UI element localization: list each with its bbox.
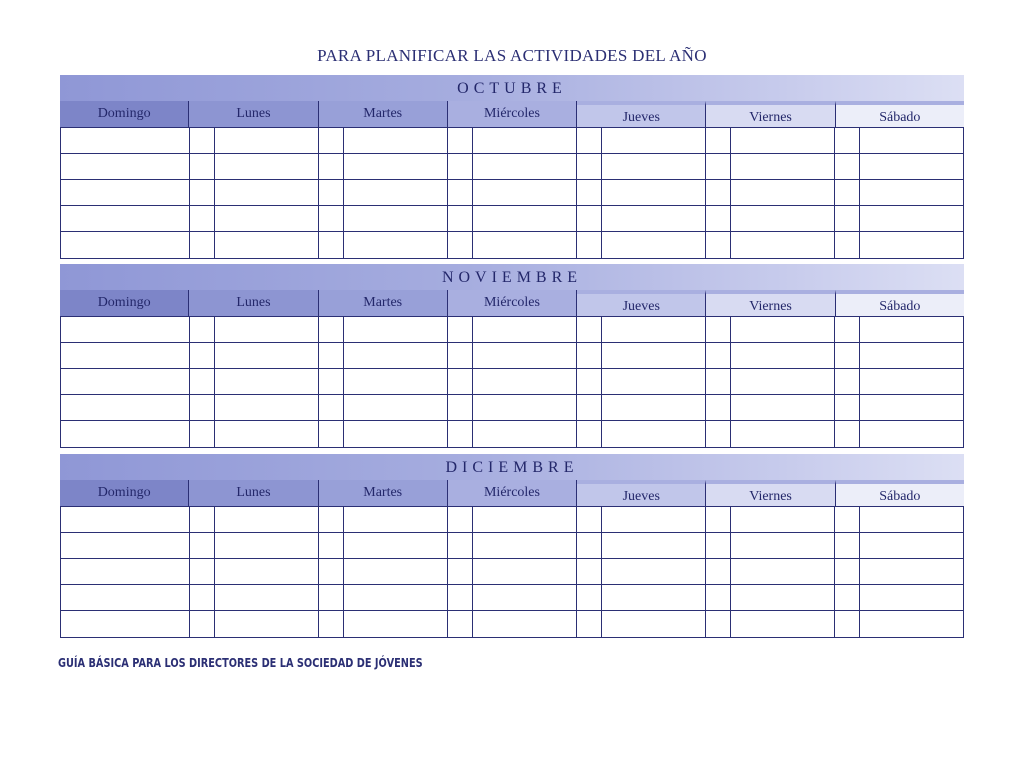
day-cell[interactable] [577,154,706,179]
day-cell[interactable] [61,343,190,368]
month-header: NOVIEMBRE [60,264,964,290]
day-cell[interactable] [61,206,190,231]
day-cell[interactable] [61,128,190,153]
week-row [61,154,963,180]
day-cell[interactable] [835,507,963,532]
day-cell[interactable] [448,232,577,258]
week-row [61,421,963,447]
day-cell[interactable] [706,180,835,205]
day-cell[interactable] [706,559,835,584]
day-cell[interactable] [61,317,190,342]
day-cell[interactable] [448,421,577,447]
day-cell[interactable] [448,369,577,394]
month-section-diciembre [60,454,964,638]
weekday-viernes: Viernes [706,290,835,316]
week-row [61,232,963,258]
day-cell[interactable] [448,533,577,558]
day-cell[interactable] [706,585,835,610]
month-header: OCTUBRE [60,75,964,101]
day-cell[interactable] [190,611,319,637]
weekday-miercoles: Miércoles [448,290,577,316]
week-row [61,180,963,206]
day-cell[interactable] [190,507,319,532]
day-cell[interactable] [190,154,319,179]
day-cell[interactable] [448,154,577,179]
week-row [61,206,963,232]
day-cell[interactable] [448,343,577,368]
day-cell[interactable] [706,395,835,420]
day-cell[interactable] [61,585,190,610]
day-cell[interactable] [190,395,319,420]
weekday-sabado: Sábado [836,101,964,127]
weekday-jueves: Jueves [577,480,706,506]
day-cell[interactable] [706,128,835,153]
day-cell[interactable] [448,317,577,342]
calendar-grid [60,506,964,638]
day-cell[interactable] [577,128,706,153]
day-cell[interactable] [319,154,448,179]
day-cell[interactable] [706,343,835,368]
day-cell[interactable] [835,395,963,420]
month-section-octubre [60,75,964,259]
day-cell[interactable] [448,611,577,637]
day-cell[interactable] [319,232,448,258]
weekday-jueves: Jueves [577,101,706,127]
day-cell[interactable] [319,180,448,205]
day-cell[interactable] [577,559,706,584]
weekday-domingo: Domingo [60,480,189,506]
day-cell[interactable] [190,369,319,394]
week-row [61,369,963,395]
weekday-sabado: Sábado [836,290,964,316]
weekday-header-row [60,480,964,506]
day-cell[interactable] [61,559,190,584]
day-cell[interactable] [319,611,448,637]
day-cell[interactable] [190,533,319,558]
day-cell[interactable] [319,559,448,584]
day-cell[interactable] [61,611,190,637]
day-cell[interactable] [835,154,963,179]
weekday-martes: Martes [319,290,448,316]
day-cell[interactable] [190,180,319,205]
day-cell[interactable] [319,369,448,394]
day-cell[interactable] [706,232,835,258]
weekday-martes: Martes [319,101,448,127]
day-cell[interactable] [319,395,448,420]
weekday-martes: Martes [319,480,448,506]
day-cell[interactable] [319,317,448,342]
day-cell[interactable] [61,395,190,420]
week-row [61,611,963,637]
day-cell[interactable] [448,180,577,205]
weekday-viernes: Viernes [706,480,835,506]
calendar-grid [60,316,964,448]
day-cell[interactable] [577,585,706,610]
weekday-lunes: Lunes [189,101,318,127]
week-row [61,128,963,154]
day-cell[interactable] [448,206,577,231]
day-cell[interactable] [319,343,448,368]
day-cell[interactable] [577,395,706,420]
day-cell[interactable] [706,369,835,394]
day-cell[interactable] [835,206,963,231]
day-cell[interactable] [835,585,963,610]
weekday-header-row [60,101,964,127]
day-cell[interactable] [190,206,319,231]
day-cell[interactable] [190,343,319,368]
day-cell[interactable] [835,611,963,637]
day-cell[interactable] [61,232,190,258]
day-cell[interactable] [835,317,963,342]
weekday-domingo: Domingo [60,101,189,127]
week-row [61,533,963,559]
week-row [61,559,963,585]
week-row [61,585,963,611]
week-row [61,343,963,369]
weekday-lunes: Lunes [189,480,318,506]
day-cell[interactable] [835,128,963,153]
weekday-miercoles: Miércoles [448,101,577,127]
day-cell[interactable] [319,128,448,153]
day-cell[interactable] [835,232,963,258]
day-cell[interactable] [706,533,835,558]
day-cell[interactable] [577,369,706,394]
day-cell[interactable] [835,421,963,447]
footer-caption: GUÍA BÁSICA PARA LOS DIRECTORES DE LA SOCIEDAD DE JÓVENES [58,655,423,670]
day-cell[interactable] [577,421,706,447]
day-cell[interactable] [577,180,706,205]
day-cell[interactable] [61,533,190,558]
day-cell[interactable] [61,507,190,532]
day-cell[interactable] [190,421,319,447]
day-cell[interactable] [61,369,190,394]
page-title: PARA PLANIFICAR LAS ACTIVIDADES DEL AÑO [317,46,707,65]
day-cell[interactable] [61,180,190,205]
day-cell[interactable] [577,317,706,342]
day-cell[interactable] [448,507,577,532]
day-cell[interactable] [448,128,577,153]
day-cell[interactable] [706,507,835,532]
day-cell[interactable] [61,421,190,447]
day-cell[interactable] [835,343,963,368]
day-cell[interactable] [706,206,835,231]
day-cell[interactable] [190,232,319,258]
day-cell[interactable] [706,611,835,637]
day-cell[interactable] [61,154,190,179]
week-row [61,395,963,421]
day-cell[interactable] [835,369,963,394]
day-cell[interactable] [190,128,319,153]
weekday-miercoles: Miércoles [448,480,577,506]
weekday-viernes: Viernes [706,101,835,127]
day-cell[interactable] [835,533,963,558]
day-cell[interactable] [706,154,835,179]
day-cell[interactable] [319,585,448,610]
day-cell[interactable] [577,611,706,637]
day-cell[interactable] [706,317,835,342]
weekday-lunes: Lunes [189,290,318,316]
day-cell[interactable] [835,180,963,205]
day-cell[interactable] [448,395,577,420]
day-cell[interactable] [190,317,319,342]
day-cell[interactable] [319,533,448,558]
day-cell[interactable] [706,421,835,447]
day-cell[interactable] [577,343,706,368]
day-cell[interactable] [577,507,706,532]
day-cell[interactable] [577,533,706,558]
weekday-jueves: Jueves [577,290,706,316]
day-cell[interactable] [448,559,577,584]
month-header: DICIEMBRE [60,454,964,480]
day-cell[interactable] [448,585,577,610]
day-cell[interactable] [835,559,963,584]
calendar-grid [60,127,964,259]
weekday-sabado: Sábado [836,480,964,506]
day-cell[interactable] [577,232,706,258]
week-row [61,507,963,533]
day-cell[interactable] [577,206,706,231]
day-cell[interactable] [319,507,448,532]
day-cell[interactable] [190,559,319,584]
day-cell[interactable] [319,421,448,447]
weekday-header-row [60,290,964,316]
day-cell[interactable] [319,206,448,231]
month-section-noviembre [60,264,964,448]
day-cell[interactable] [190,585,319,610]
weekday-domingo: Domingo [60,290,189,316]
week-row [61,317,963,343]
